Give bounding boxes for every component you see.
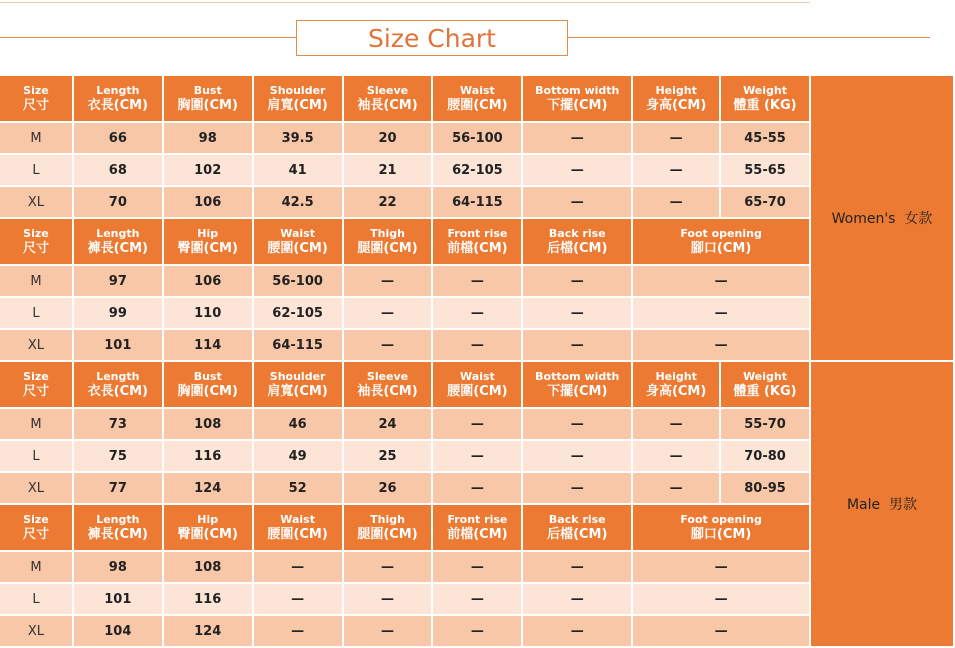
value-cell: 49 xyxy=(253,440,343,472)
column-header xyxy=(0,218,73,265)
column-header xyxy=(632,361,720,408)
value-cell: 97 xyxy=(73,265,163,297)
header-cn: 衣長(CM) xyxy=(87,383,149,399)
page-title: Size Chart xyxy=(296,20,568,56)
value-cell: — xyxy=(632,583,810,615)
value-cell: 56-100 xyxy=(253,265,343,297)
column-header xyxy=(0,76,73,122)
value-cell: — xyxy=(343,551,433,583)
title-band xyxy=(0,0,955,76)
value-cell: — xyxy=(522,551,632,583)
header-cn: 袖長(CM) xyxy=(357,383,418,399)
size-cell: M xyxy=(0,408,73,440)
value-cell: — xyxy=(632,408,720,440)
column-header xyxy=(632,76,720,122)
header-en: Hip xyxy=(197,226,219,240)
header-en: Front rise xyxy=(447,226,508,240)
group-label: Women's 女款 xyxy=(810,76,954,361)
header-cn: 衣長(CM) xyxy=(87,97,149,113)
header-cn: 肩寬(CM) xyxy=(267,383,328,399)
value-cell: 73 xyxy=(73,408,163,440)
header-cn: 腿圍(CM) xyxy=(357,526,418,542)
header-en: Foot opening xyxy=(680,512,762,526)
value-cell: 56-100 xyxy=(432,122,522,154)
value-cell: 106 xyxy=(163,186,253,218)
value-cell: 55-65 xyxy=(720,154,810,186)
header-en: Foot opening xyxy=(680,226,762,240)
header-cn: 后檔(CM) xyxy=(547,240,608,256)
size-cell: XL xyxy=(0,329,73,361)
column-header xyxy=(0,504,73,551)
value-cell: — xyxy=(632,154,720,186)
value-cell: — xyxy=(253,615,343,647)
value-cell: — xyxy=(432,329,522,361)
value-cell: 62-105 xyxy=(432,154,522,186)
header-en: Waist xyxy=(280,512,315,526)
header-cn: 腰圍(CM) xyxy=(447,383,508,399)
column-header xyxy=(253,218,343,265)
header-en: Height xyxy=(655,369,697,383)
value-cell: 108 xyxy=(163,408,253,440)
value-cell: — xyxy=(522,154,632,186)
value-cell: — xyxy=(522,472,632,504)
value-cell: 102 xyxy=(163,154,253,186)
value-cell: 98 xyxy=(73,551,163,583)
value-cell: — xyxy=(632,265,810,297)
header-cn: 后檔(CM) xyxy=(547,526,608,542)
header-en: Bottom width xyxy=(535,369,620,383)
column-header xyxy=(343,504,433,551)
value-cell: — xyxy=(522,186,632,218)
header-en: Waist xyxy=(280,226,315,240)
value-cell: 22 xyxy=(343,186,433,218)
header-cn: 腰圍(CM) xyxy=(267,526,328,542)
column-header xyxy=(0,361,73,408)
value-cell: — xyxy=(632,186,720,218)
value-cell: — xyxy=(432,472,522,504)
size-chart-table xyxy=(0,76,955,648)
value-cell: — xyxy=(522,297,632,329)
header-en: Sleeve xyxy=(366,369,409,383)
value-cell: 64-115 xyxy=(253,329,343,361)
value-cell: — xyxy=(432,583,522,615)
column-header xyxy=(73,218,163,265)
header-cn: 尺寸 xyxy=(22,526,49,542)
title-rule-right xyxy=(567,37,930,38)
header-en: Sleeve xyxy=(366,83,409,97)
value-cell: 110 xyxy=(163,297,253,329)
column-header xyxy=(522,76,632,122)
column-header xyxy=(632,218,810,265)
value-cell: 52 xyxy=(253,472,343,504)
header-en: Height xyxy=(655,83,697,97)
value-cell: 101 xyxy=(73,329,163,361)
size-cell: L xyxy=(0,154,73,186)
header-en: Front rise xyxy=(447,512,508,526)
value-cell: — xyxy=(343,329,433,361)
value-cell: — xyxy=(522,265,632,297)
column-header xyxy=(432,361,522,408)
value-cell: 124 xyxy=(163,615,253,647)
value-cell: 55-70 xyxy=(720,408,810,440)
column-header xyxy=(163,218,253,265)
header-cn: 褲長(CM) xyxy=(87,526,149,542)
value-cell: 26 xyxy=(343,472,433,504)
header-en: Size xyxy=(23,226,49,240)
value-cell: — xyxy=(343,583,433,615)
header-en: Waist xyxy=(460,369,495,383)
value-cell: 99 xyxy=(73,297,163,329)
size-cell: XL xyxy=(0,472,73,504)
value-cell: 124 xyxy=(163,472,253,504)
value-cell: 106 xyxy=(163,265,253,297)
value-cell: — xyxy=(632,440,720,472)
column-header xyxy=(720,76,810,122)
header-en: Weight xyxy=(743,83,787,97)
value-cell: — xyxy=(253,583,343,615)
column-header xyxy=(163,76,253,122)
size-cell: L xyxy=(0,297,73,329)
column-header xyxy=(522,361,632,408)
value-cell: — xyxy=(632,551,810,583)
header-en: Thigh xyxy=(370,226,405,240)
value-cell: 114 xyxy=(163,329,253,361)
value-cell: 70 xyxy=(73,186,163,218)
column-header xyxy=(522,504,632,551)
header-cn: 褲長(CM) xyxy=(87,240,149,256)
header-en: Back rise xyxy=(548,512,606,526)
value-cell: 45-55 xyxy=(720,122,810,154)
value-cell: 80-95 xyxy=(720,472,810,504)
value-cell: 21 xyxy=(343,154,433,186)
header-cn: 胸圍(CM) xyxy=(177,383,238,399)
header-cn: 腳口(CM) xyxy=(690,526,752,542)
value-cell: — xyxy=(522,329,632,361)
column-header xyxy=(253,76,343,122)
column-header xyxy=(720,361,810,408)
value-cell: — xyxy=(632,329,810,361)
size-cell: L xyxy=(0,583,73,615)
header-en: Waist xyxy=(460,83,495,97)
value-cell: — xyxy=(432,440,522,472)
column-header xyxy=(343,218,433,265)
header-cn: 尺寸 xyxy=(22,97,49,113)
column-header xyxy=(432,218,522,265)
header-en: Hip xyxy=(197,512,219,526)
header-en: Length xyxy=(96,512,140,526)
column-header xyxy=(522,218,632,265)
value-cell: — xyxy=(522,440,632,472)
column-header xyxy=(253,504,343,551)
value-cell: 66 xyxy=(73,122,163,154)
value-cell: 104 xyxy=(73,615,163,647)
column-header xyxy=(73,504,163,551)
column-header xyxy=(163,361,253,408)
size-cell: XL xyxy=(0,186,73,218)
header-cn: 臀圍(CM) xyxy=(177,240,238,256)
column-header xyxy=(632,504,810,551)
column-header xyxy=(73,76,163,122)
value-cell: — xyxy=(522,122,632,154)
header-en: Back rise xyxy=(548,226,606,240)
header-cn: 身高(CM) xyxy=(645,97,707,113)
header-row xyxy=(0,361,954,408)
header-row xyxy=(0,76,954,122)
header-cn: 前檔(CM) xyxy=(447,526,508,542)
size-cell: M xyxy=(0,265,73,297)
value-cell: — xyxy=(343,265,433,297)
header-cn: 下擺(CM) xyxy=(547,97,608,113)
value-cell: — xyxy=(253,551,343,583)
header-en: Bottom width xyxy=(535,83,620,97)
header-cn: 胸圍(CM) xyxy=(177,97,238,113)
header-en: Length xyxy=(96,226,140,240)
value-cell: — xyxy=(432,615,522,647)
size-cell: L xyxy=(0,440,73,472)
header-cn: 尺寸 xyxy=(22,240,49,256)
value-cell: 65-70 xyxy=(720,186,810,218)
value-cell: 46 xyxy=(253,408,343,440)
header-cn: 尺寸 xyxy=(22,383,49,399)
value-cell: 75 xyxy=(73,440,163,472)
header-en: Bust xyxy=(193,83,222,97)
value-cell: — xyxy=(522,615,632,647)
value-cell: 64-115 xyxy=(432,186,522,218)
size-cell: XL xyxy=(0,615,73,647)
value-cell: — xyxy=(343,615,433,647)
header-cn: 身高(CM) xyxy=(645,383,707,399)
header-cn: 腿圍(CM) xyxy=(357,240,418,256)
value-cell: 39.5 xyxy=(253,122,343,154)
value-cell: — xyxy=(343,297,433,329)
column-header xyxy=(343,76,433,122)
header-cn: 下擺(CM) xyxy=(547,383,608,399)
value-cell: — xyxy=(632,297,810,329)
value-cell: 116 xyxy=(163,583,253,615)
header-en: Thigh xyxy=(370,512,405,526)
value-cell: — xyxy=(632,472,720,504)
value-cell: 116 xyxy=(163,440,253,472)
value-cell: 62-105 xyxy=(253,297,343,329)
group-label: Male 男款 xyxy=(810,361,954,647)
value-cell: 98 xyxy=(163,122,253,154)
value-cell: 70-80 xyxy=(720,440,810,472)
value-cell: 24 xyxy=(343,408,433,440)
header-en: Size xyxy=(23,83,49,97)
top-rule xyxy=(0,2,810,3)
header-cn: 臀圍(CM) xyxy=(177,526,238,542)
header-en: Length xyxy=(96,83,140,97)
value-cell: — xyxy=(432,408,522,440)
header-cn: 前檔(CM) xyxy=(447,240,508,256)
value-cell: 25 xyxy=(343,440,433,472)
value-cell: — xyxy=(632,615,810,647)
value-cell: 101 xyxy=(73,583,163,615)
header-cn: 腳口(CM) xyxy=(690,240,752,256)
column-header xyxy=(432,76,522,122)
header-en: Weight xyxy=(743,369,787,383)
value-cell: — xyxy=(522,408,632,440)
size-cell: M xyxy=(0,122,73,154)
header-cn: 肩寬(CM) xyxy=(267,97,328,113)
header-en: Size xyxy=(23,369,49,383)
value-cell: 108 xyxy=(163,551,253,583)
column-header xyxy=(73,361,163,408)
value-cell: 77 xyxy=(73,472,163,504)
column-header xyxy=(343,361,433,408)
column-header xyxy=(432,504,522,551)
header-en: Shoulder xyxy=(269,83,326,97)
value-cell: — xyxy=(432,265,522,297)
value-cell: 68 xyxy=(73,154,163,186)
header-cn: 腰圍(CM) xyxy=(447,97,508,113)
title-rule-left xyxy=(0,37,296,38)
header-cn: 體重 (KG) xyxy=(733,383,797,399)
header-cn: 腰圍(CM) xyxy=(267,240,328,256)
header-cn: 袖長(CM) xyxy=(357,97,418,113)
value-cell: 20 xyxy=(343,122,433,154)
header-en: Length xyxy=(96,369,140,383)
value-cell: — xyxy=(522,583,632,615)
value-cell: 42.5 xyxy=(253,186,343,218)
size-cell: M xyxy=(0,551,73,583)
value-cell: 41 xyxy=(253,154,343,186)
header-en: Size xyxy=(23,512,49,526)
column-header xyxy=(253,361,343,408)
value-cell: — xyxy=(632,122,720,154)
header-en: Shoulder xyxy=(269,369,326,383)
value-cell: — xyxy=(432,297,522,329)
value-cell: — xyxy=(432,551,522,583)
header-cn: 體重 (KG) xyxy=(733,97,797,113)
column-header xyxy=(163,504,253,551)
header-en: Bust xyxy=(193,369,222,383)
